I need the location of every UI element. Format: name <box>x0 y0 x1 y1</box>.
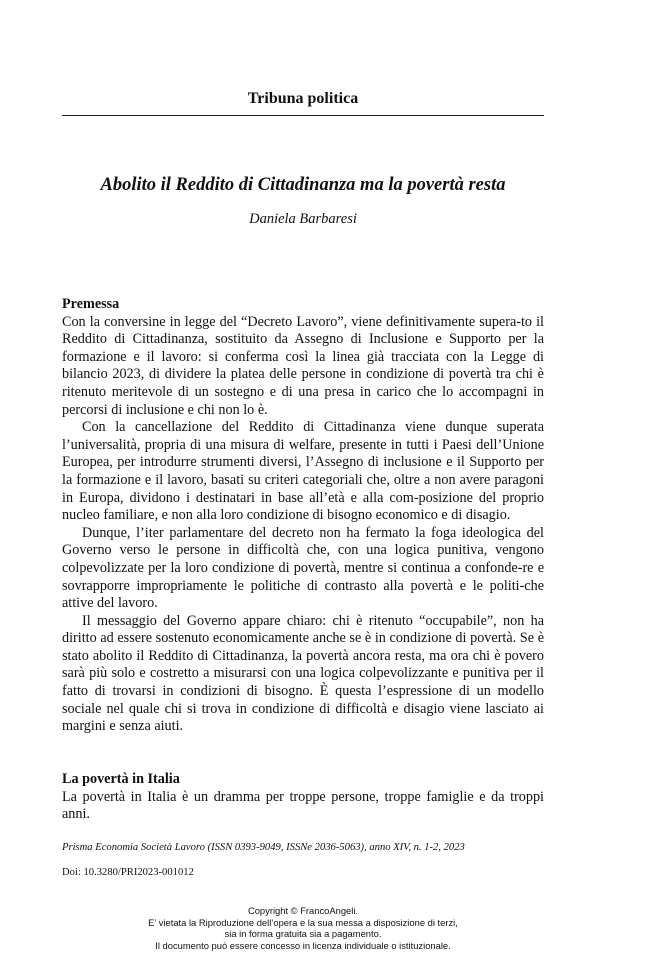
section-heading: La povertà in Italia <box>62 771 180 787</box>
running-header: Tribuna politica <box>247 90 359 107</box>
journal-citation: Prisma Economia Società Lavoro (ISSN 0393-9049, ISSNe 2036-5063), anno XIV, n. 1-2, 2023 <box>62 842 465 853</box>
article-title: Abolito il Reddito di Cittadinanza ma la povertà resta <box>100 175 506 195</box>
paragraph: Con la cancellazione del Reddito di Cittadinanza viene dunque superata l’universalità, propria di una misura di welfare, presente in tutti i Paesi dell’Unione Europea, per introdurre strumenti diversi, l’Assegno di inclusione e il Supporto per la formazione e il lavoro, basati su criteri categoriali che, oltre a non avere paragoni in Europa, dividono i destinatari in base all’età e alla com-posizione del proprio nucleo familiare, e non alla loro condizione di bisogno economico e di disagio. <box>62 419 544 524</box>
section-poverta-italia <box>62 771 544 824</box>
paragraph: Con la conversine in legge del “Decreto Lavoro”, viene definitivamente supera-to il Reddito di Cittadinanza, sostituito da Assegno di Inclusione e Supporto per la formazione e il lavoro: si conferma così la linea già tracciata con la Legge di bilancio 2023, di dividere la platea delle persone in condizione di povertà tra chi è ritenuto meritevole di un sostegno e di una presa in carico che lo accompagni in percorsi di inclusione e chi non lo è. <box>62 313 544 418</box>
paragraph: Il messaggio del Governo appare chiaro: chi è ritenuto “occupabile”, non ha diritto ad essere sostenuto economicamente anche se è in condizione di povertà. Se è stato abolito il Reddito di Cittadinanza, la povertà ancora resta, ma ora chi è povero sarà più solo e costretto a misurarsi con una logica colpevolizzante e punitiva per il fatto di trovarsi in condizioni di bisogno. È questa l’espressione di un modello sociale nel quale chi si trova in condizione di difficoltà e disagio viene lasciato ai margini e senza aiuti. <box>62 612 544 735</box>
section-premessa <box>62 296 544 736</box>
copyright-notice <box>62 905 544 951</box>
paragraph: La povertà in Italia è un dramma per troppe persone, troppe famiglie e da troppi anni. <box>62 788 544 823</box>
article-author: Daniela Barbaresi <box>249 211 357 227</box>
copyright-line: Il documento può essere concesso in licenza individuale o istituzionale. <box>155 939 451 951</box>
paragraph: Dunque, l’iter parlamentare del decreto non ha fermato la foga ideologica del Governo verso le persone in difficoltà che, con una logica punitiva, vengono colpevolizzate per la loro condizione di povertà, mentre si continua a confonde-re e sovrapporre impropriamente le politiche di contrasto alla povertà e le politi-che attive del lavoro. <box>62 524 544 612</box>
header-rule <box>62 115 544 116</box>
copyright-line: Copyright © FrancoAngeli. <box>247 905 359 916</box>
copyright-line: sia in forma gratuita sia a pagamento. <box>224 928 382 940</box>
doi-link[interactable]: Doi: 10.3280/PRI2023-001012 <box>62 867 194 878</box>
copyright-line: E’ vietata la Riproduzione dell’opera e la sua messa a disposizione di terzi, <box>148 916 458 928</box>
section-heading: Premessa <box>62 296 120 312</box>
